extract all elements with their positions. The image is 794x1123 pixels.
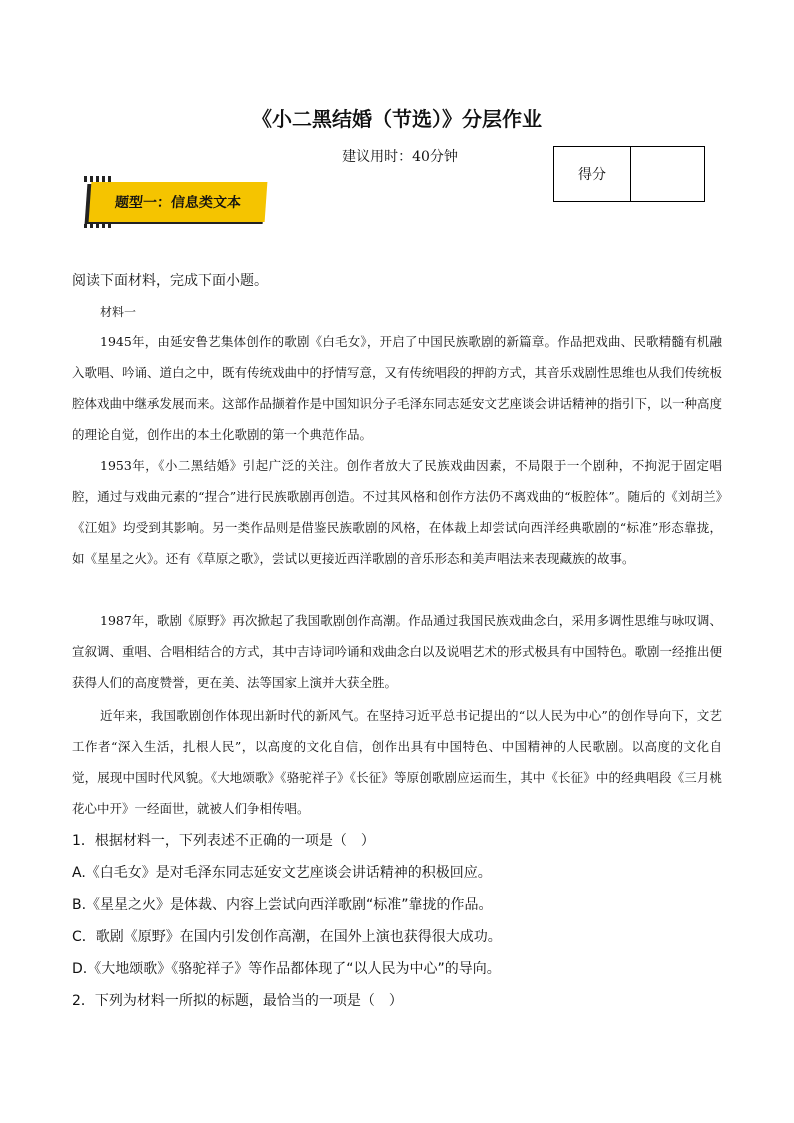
document-title: 《小二黑结婚（节选）》分层作业: [252, 107, 542, 131]
score-label: 得分: [554, 147, 631, 201]
banner-decoration-bottom: [84, 224, 114, 228]
instructions: 阅读下面材料，完成下面小题。: [72, 273, 268, 289]
paragraph: 近年来，我国歌剧创作体现出新时代的新风气。在坚持习近平总书记提出的“以人民为中心”的创作导向下，文艺工作者“深入生活，扎根人民”，以高度的文化自信，创作出具有中国特色、中国精神的人民歌剧。以高度的文化自觉，展现中国时代风貌。《大地颂歌》《骆驼祥子》《长征》等原创歌剧应运而生，其中《长征》中的经典唱段《三月桃花心中开》一经面世，就被人们争相传唱。: [72, 708, 722, 816]
option-c: C．歌剧《原野》在国内引发创作高潮，在国外上演也获得很大成功。: [72, 929, 502, 945]
score-box: [553, 146, 705, 202]
paragraph: 1945年，由延安鲁艺集体创作的歌剧《白毛女》，开启了中国民族歌剧的新篇章。作品把戏曲、民歌精髓有机融入歌唱、吟诵、道白之中，既有传统戏曲中的抒情写意，又有传统唱段的押韵方式，其音乐戏剧性思维也从我们传统板腔体戏曲中继承发展而来。这部作品撷着作是中国知识分子毛泽东同志延安文艺座谈会讲话精神的指引下，以一种高度的理论自觉，创作出的本土化歌剧的第一个典范作品。: [72, 334, 723, 442]
option-d: D.《大地颂歌》《骆驼祥子》等作品都体现了“以人民为中心”的导向。: [72, 961, 501, 977]
paragraph: 1987年，歌剧《原野》再次掀起了我国歌剧创作高潮。作品通过我国民族戏曲念白，采用多调性思维与咏叹调、宣叙调、重唱、合唱相结合的方式，其中吉诗词吟诵和戏曲念白以及说唱艺术的形式极具有中国特色。歌剧一经推出便获得人们的高度赞誉，更在美、法等国家上演并大获全胜。: [72, 613, 723, 690]
question-1: 1．根据材料一，下列表述不正确的一项是（ ）: [72, 833, 375, 849]
material-label: 材料一: [100, 305, 137, 319]
question-2: 2．下列为材料一所拟的标题，最恰当的一项是（ ）: [72, 993, 403, 1009]
banner-label: 题型一：信息类文本: [89, 182, 268, 222]
option-b: B.《星星之火》是体裁、内容上尝试向西洋歌剧“标准”靠拢的作品。: [72, 897, 493, 913]
paragraph: 1953年，《小二黑结婚》引起广泛的关注。创作者放大了民族戏曲因素，不局限于一个剧种，不拘泥于固定唱腔，通过与戏曲元素的“捏合”进行民族歌剧再创造。不过其风格和创作方法仍不离戏曲的“板腔体”。随后的《刘胡兰》《江姐》均受到其影响。另一类作品则是借鉴民族歌剧的风格，在体裁上却尝试向西洋经典歌剧的“标准”形态靠拢，如《星星之火》。还有《草原之歌》，尝试以更接近西洋歌剧的音乐形态和美声唱法来表现藏族的故事。: [72, 458, 722, 566]
option-a: A.《白毛女》是对毛泽东同志延安文艺座谈会讲话精神的积极回应。: [72, 865, 492, 881]
suggested-time: 建议用时：40分钟: [342, 149, 458, 165]
score-value-cell: [631, 147, 704, 201]
section-banner: [90, 182, 268, 226]
